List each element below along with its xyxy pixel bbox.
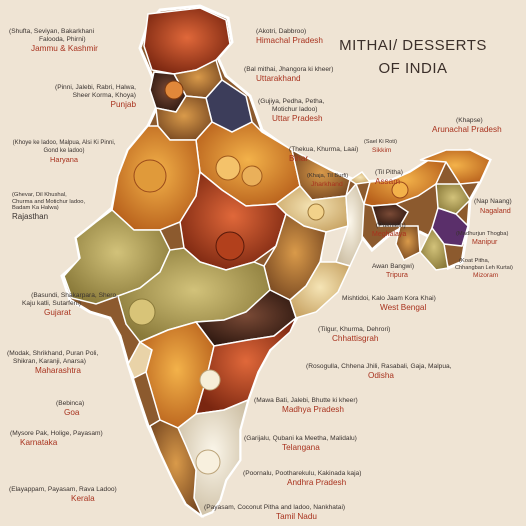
state-name: Goa xyxy=(64,408,80,417)
label-bihar xyxy=(289,146,358,164)
modak-jalebi-icon xyxy=(129,299,155,325)
state-name: Punjab xyxy=(110,100,136,109)
label-tripura xyxy=(372,263,414,281)
payasam-icon xyxy=(196,450,220,474)
label-haryana xyxy=(8,139,120,165)
state-name: Uttar Pradesh xyxy=(272,114,323,123)
desserts: (Khaja, Til Burfi) xyxy=(307,173,349,179)
state-name: Nagaland xyxy=(480,206,511,215)
label-himachal xyxy=(256,28,323,46)
desserts: Chhangban Leh Kurtai) xyxy=(455,264,513,271)
label-jammu-kashmir xyxy=(9,28,98,54)
state-name: Himachal Pradesh xyxy=(256,36,323,45)
desserts: (Payasam, Coconut Pitha and ladoo, Nankhatai) xyxy=(204,504,346,511)
desserts: Awan Bangwi) xyxy=(372,263,415,270)
state-name: Kerala xyxy=(71,494,95,503)
rasgulla-icon xyxy=(200,370,220,390)
state-name: Chhattisgrah xyxy=(332,334,379,343)
ghevar-icon xyxy=(134,160,166,192)
desserts: (Shufta, Seviyan, Bakarkhani xyxy=(9,28,95,35)
label-manipur xyxy=(456,230,508,248)
state-name: Karnataka xyxy=(20,438,58,447)
desserts: Kaju katli, Sutarfeni) xyxy=(22,300,82,307)
desserts: (Madhurjun Thogba) xyxy=(456,231,509,237)
desserts: (Nap Naang) xyxy=(474,198,512,205)
desserts: (Poornalu, Pootharekulu, Kakinada kaja) xyxy=(243,470,362,477)
state-name: Jammu & Kashmir xyxy=(31,44,98,53)
label-tamil-nadu xyxy=(204,504,345,522)
desserts: (Garijalu, Qubani ka Meetha, Malidalu) xyxy=(244,435,357,442)
state-name: Andhra Pradesh xyxy=(287,478,347,487)
label-madhya-pradesh xyxy=(254,397,358,415)
label-chhattisgarh xyxy=(318,326,390,344)
label-meghalaya xyxy=(372,222,406,240)
label-uttar-pradesh xyxy=(258,98,324,124)
desserts: Motichur ladoo) xyxy=(272,106,318,113)
label-mizoram xyxy=(455,258,513,281)
label-andhra-pradesh xyxy=(243,470,361,488)
desserts: (Bebinca) xyxy=(56,400,85,407)
desserts: (Tilgur, Khurma, Dehrori) xyxy=(318,326,391,333)
desserts: Churma and Motichur ladoo, xyxy=(12,198,86,205)
desserts: Sheer Korma, Khoya) xyxy=(72,92,136,99)
desserts: (Pinni, Jalebi, Rabri, Halwa, xyxy=(55,84,136,91)
desserts: (Koat Pitha, xyxy=(459,258,490,264)
label-karnataka xyxy=(10,430,103,448)
state-name: Gujarat xyxy=(44,308,71,317)
state-name: Mizoram xyxy=(473,272,499,280)
desserts: Shikran, Karanji, Anarsa) xyxy=(13,358,86,365)
state-name: Tripura xyxy=(386,272,408,279)
state-name: Arunachal Pradesh xyxy=(432,125,502,134)
label-nagaland xyxy=(474,198,512,216)
desserts: (Akotri, Dabbroo) xyxy=(256,28,307,35)
laddoo-icon xyxy=(165,81,183,99)
desserts: (Gujiya, Pedha, Petha, xyxy=(258,98,325,105)
label-sikkim xyxy=(364,138,397,156)
state-name: Assam xyxy=(375,177,401,186)
gulab-jamun-icon xyxy=(216,232,244,260)
state-name: Tamil Nadu xyxy=(276,512,317,521)
gujiya-icon xyxy=(216,156,240,180)
label-punjab xyxy=(24,84,136,110)
state-name: Meghalaya xyxy=(372,231,407,238)
khaja-icon xyxy=(308,204,324,220)
desserts: (Bal mithai, Jhangora ki kheer) xyxy=(244,66,334,73)
desserts: (Elayappam, Payasam, Rava Ladoo) xyxy=(9,486,117,493)
desserts: (Khoye ke ladoo, Malpua, Alsi Ki Pinni, xyxy=(12,140,116,146)
state-name: Maharashtra xyxy=(35,366,81,375)
desserts: (Mawa Bati, Jalebi, Bhutte ki kheer) xyxy=(254,397,358,404)
desserts: Falooda, Phirni) xyxy=(39,36,86,43)
desserts: (Basundi, Shakarpara, Shero, xyxy=(31,292,118,299)
label-rajasthan xyxy=(12,192,85,222)
label-kerala xyxy=(9,486,117,504)
state-name: Rajasthan xyxy=(12,211,49,221)
desserts: Badam Ka Halwa) xyxy=(12,205,59,212)
desserts: (Ghevar, Dil Khushal, xyxy=(12,192,67,198)
label-goa xyxy=(56,400,84,418)
label-telangana xyxy=(244,435,357,453)
label-assam xyxy=(375,169,403,187)
state-name: Telangana xyxy=(282,443,320,452)
label-west-bengal xyxy=(342,295,436,313)
state-name: Bihar xyxy=(289,154,309,163)
state-name: Manipur xyxy=(472,239,498,246)
state-name: Haryana xyxy=(50,155,78,164)
label-odisha xyxy=(306,363,452,381)
state-name: Odisha xyxy=(368,371,394,380)
desserts: (Mysore Pak, Holige, Payasam) xyxy=(10,430,103,437)
state-name: Sikkim xyxy=(372,147,392,154)
state-name: West Bengal xyxy=(380,303,427,312)
desserts: (Sael Ki Roti) xyxy=(364,139,397,145)
desserts: (Til Pitha) xyxy=(375,169,403,176)
label-maharashtra xyxy=(7,350,98,376)
label-gujarat xyxy=(8,292,118,318)
label-jharkhand xyxy=(307,172,348,190)
desserts: Gond ke ladoo) xyxy=(43,148,85,154)
pedha-icon xyxy=(242,166,262,186)
state-name: Madhya Pradesh xyxy=(282,405,344,414)
label-uttarakhand xyxy=(244,66,333,84)
state-name: Uttarakhand xyxy=(256,74,301,83)
desserts: Mishtidoi, Kalo Jaam Kora Khai) xyxy=(342,295,436,302)
title-line-1: MITHAI/ DESSERTS xyxy=(339,37,487,54)
desserts: (Rosogulla, Chhena Jhili, Rasabali, Gaja, Malpua, xyxy=(306,363,452,370)
map-title xyxy=(338,37,488,77)
desserts: (Khapse) xyxy=(456,117,483,124)
desserts: (Modak, Shrikhand, Puran Poli, xyxy=(7,350,99,357)
state-sikkim xyxy=(350,172,370,184)
desserts: (Thekua, Khurma, Laai) xyxy=(289,146,359,153)
desserts: (Pukhlein) xyxy=(376,222,406,229)
title-line-2: OF INDIA xyxy=(378,60,448,77)
state-name: Jharkhand xyxy=(311,181,343,188)
label-arunachal xyxy=(432,117,502,135)
